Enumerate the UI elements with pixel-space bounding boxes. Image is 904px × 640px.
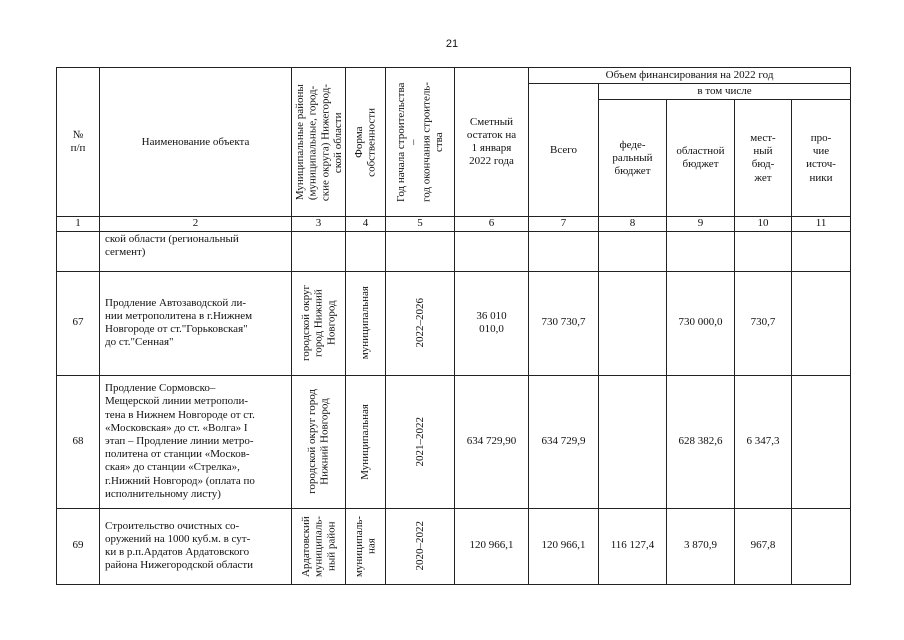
financing-table bbox=[56, 67, 851, 585]
district-cell bbox=[292, 271, 346, 375]
other-cell bbox=[792, 375, 851, 508]
header-row-1 bbox=[57, 68, 851, 84]
col-number: 1 bbox=[57, 217, 100, 231]
cell-empty bbox=[455, 231, 529, 271]
object-name: Строительство очистных со- оружений на 1000 куб.м. в сут- ки в р.п.Ардатов Ардатовского района Нижегородской области bbox=[100, 508, 292, 584]
col-number: 7 bbox=[529, 217, 599, 231]
cell-empty bbox=[599, 231, 667, 271]
total-cell: 730 730,7 bbox=[529, 271, 599, 375]
cell-empty bbox=[386, 231, 455, 271]
years-cell bbox=[386, 508, 455, 584]
other-cell bbox=[792, 271, 851, 375]
local-cell: 6 347,3 bbox=[735, 375, 792, 508]
header-including: в том числе bbox=[599, 84, 851, 100]
total-cell: 120 966,1 bbox=[529, 508, 599, 584]
table-row bbox=[57, 508, 851, 584]
row-number: 68 bbox=[57, 375, 100, 508]
ownership-text: муниципаль- ная bbox=[352, 515, 378, 577]
col-number: 4 bbox=[346, 217, 386, 231]
header-estimate: Сметный остаток на 1 января 2022 года bbox=[455, 68, 529, 217]
cell-empty bbox=[346, 231, 386, 271]
cell-empty bbox=[57, 231, 100, 271]
continuation-text: ской области (региональный сегмент) bbox=[100, 231, 292, 271]
col-number: 3 bbox=[292, 217, 346, 231]
table-row bbox=[57, 271, 851, 375]
ownership-cell bbox=[346, 375, 386, 508]
local-cell: 967,8 bbox=[735, 508, 792, 584]
years-text: 2021–2022 bbox=[413, 416, 426, 467]
header-years-text: Год начала строительства – год окончания строитель- ства bbox=[394, 82, 445, 203]
object-name: Продление Автозаводской ли- нии метрополитена в г.Нижнем Новгороде от ст."Горьковская" до ст."Сенная" bbox=[100, 271, 292, 375]
estimate-cell: 634 729,90 bbox=[455, 375, 529, 508]
cell-empty bbox=[529, 231, 599, 271]
object-name: Продление Сормовско– Мещерской линии метрополи- тена в Нижнем Новгороде от ст. «Московская» до ст. «Волга» I этап – Продление линии метро- политена от станции «Москов- ская» до станции «Стрелка», г.Нижний Новгород» (оплата по исполнительному листу) bbox=[100, 375, 292, 508]
header-regional: областной бюджет bbox=[667, 100, 735, 217]
table-row bbox=[57, 375, 851, 508]
federal-cell bbox=[599, 375, 667, 508]
ownership-text: муниципальная bbox=[359, 286, 372, 360]
col-number: 10 bbox=[735, 217, 792, 231]
header-name: Наименование объекта bbox=[100, 68, 292, 217]
estimate-cell: 120 966,1 bbox=[455, 508, 529, 584]
district-cell bbox=[292, 375, 346, 508]
district-cell bbox=[292, 508, 346, 584]
header-other: про- чие источ- ники bbox=[792, 100, 851, 217]
years-cell bbox=[386, 271, 455, 375]
row-number: 69 bbox=[57, 508, 100, 584]
cell-empty bbox=[292, 231, 346, 271]
ownership-text: Муниципальная bbox=[359, 403, 372, 480]
header-total: Всего bbox=[529, 84, 599, 217]
years-text: 2020–2022 bbox=[413, 521, 426, 571]
district-text: Ардатовский муниципаль- ный район bbox=[299, 515, 337, 577]
page-number: 21 bbox=[445, 38, 459, 50]
header-funding-group: Объем финансирования на 2022 год bbox=[529, 68, 851, 84]
years-text: 2022–2026 bbox=[413, 298, 426, 348]
column-numbers-row bbox=[57, 217, 851, 231]
row-number: 67 bbox=[57, 271, 100, 375]
col-number: 8 bbox=[599, 217, 667, 231]
district-text: городской округ город Нижний Новгород bbox=[305, 389, 331, 494]
federal-cell: 116 127,4 bbox=[599, 508, 667, 584]
header-ownership-text: Форма собственности bbox=[352, 107, 378, 177]
other-cell bbox=[792, 508, 851, 584]
header-district bbox=[292, 68, 346, 217]
regional-cell: 3 870,9 bbox=[667, 508, 735, 584]
estimate-cell: 36 010 010,0 bbox=[455, 271, 529, 375]
col-number: 5 bbox=[386, 217, 455, 231]
regional-cell: 730 000,0 bbox=[667, 271, 735, 375]
continuation-row bbox=[57, 231, 851, 271]
federal-cell bbox=[599, 271, 667, 375]
header-ownership bbox=[346, 68, 386, 217]
col-number: 9 bbox=[667, 217, 735, 231]
header-federal: феде- ральный бюджет bbox=[599, 100, 667, 217]
cell-empty bbox=[667, 231, 735, 271]
ownership-cell bbox=[346, 271, 386, 375]
header-district-text: Муниципальные районы (муниципальные, город- ские округа) Нижегород- ской области bbox=[294, 83, 344, 201]
local-cell: 730,7 bbox=[735, 271, 792, 375]
col-number: 11 bbox=[792, 217, 851, 231]
col-number: 2 bbox=[100, 217, 292, 231]
ownership-cell bbox=[346, 508, 386, 584]
cell-empty bbox=[735, 231, 792, 271]
district-text: городской округ город Нижний Новгород bbox=[299, 285, 337, 362]
header-local: мест- ный бюд- жет bbox=[735, 100, 792, 217]
col-number: 6 bbox=[455, 217, 529, 231]
cell-empty bbox=[792, 231, 851, 271]
regional-cell: 628 382,6 bbox=[667, 375, 735, 508]
years-cell bbox=[386, 375, 455, 508]
header-num: № п/п bbox=[57, 68, 100, 217]
header-years bbox=[386, 68, 455, 217]
total-cell: 634 729,9 bbox=[529, 375, 599, 508]
